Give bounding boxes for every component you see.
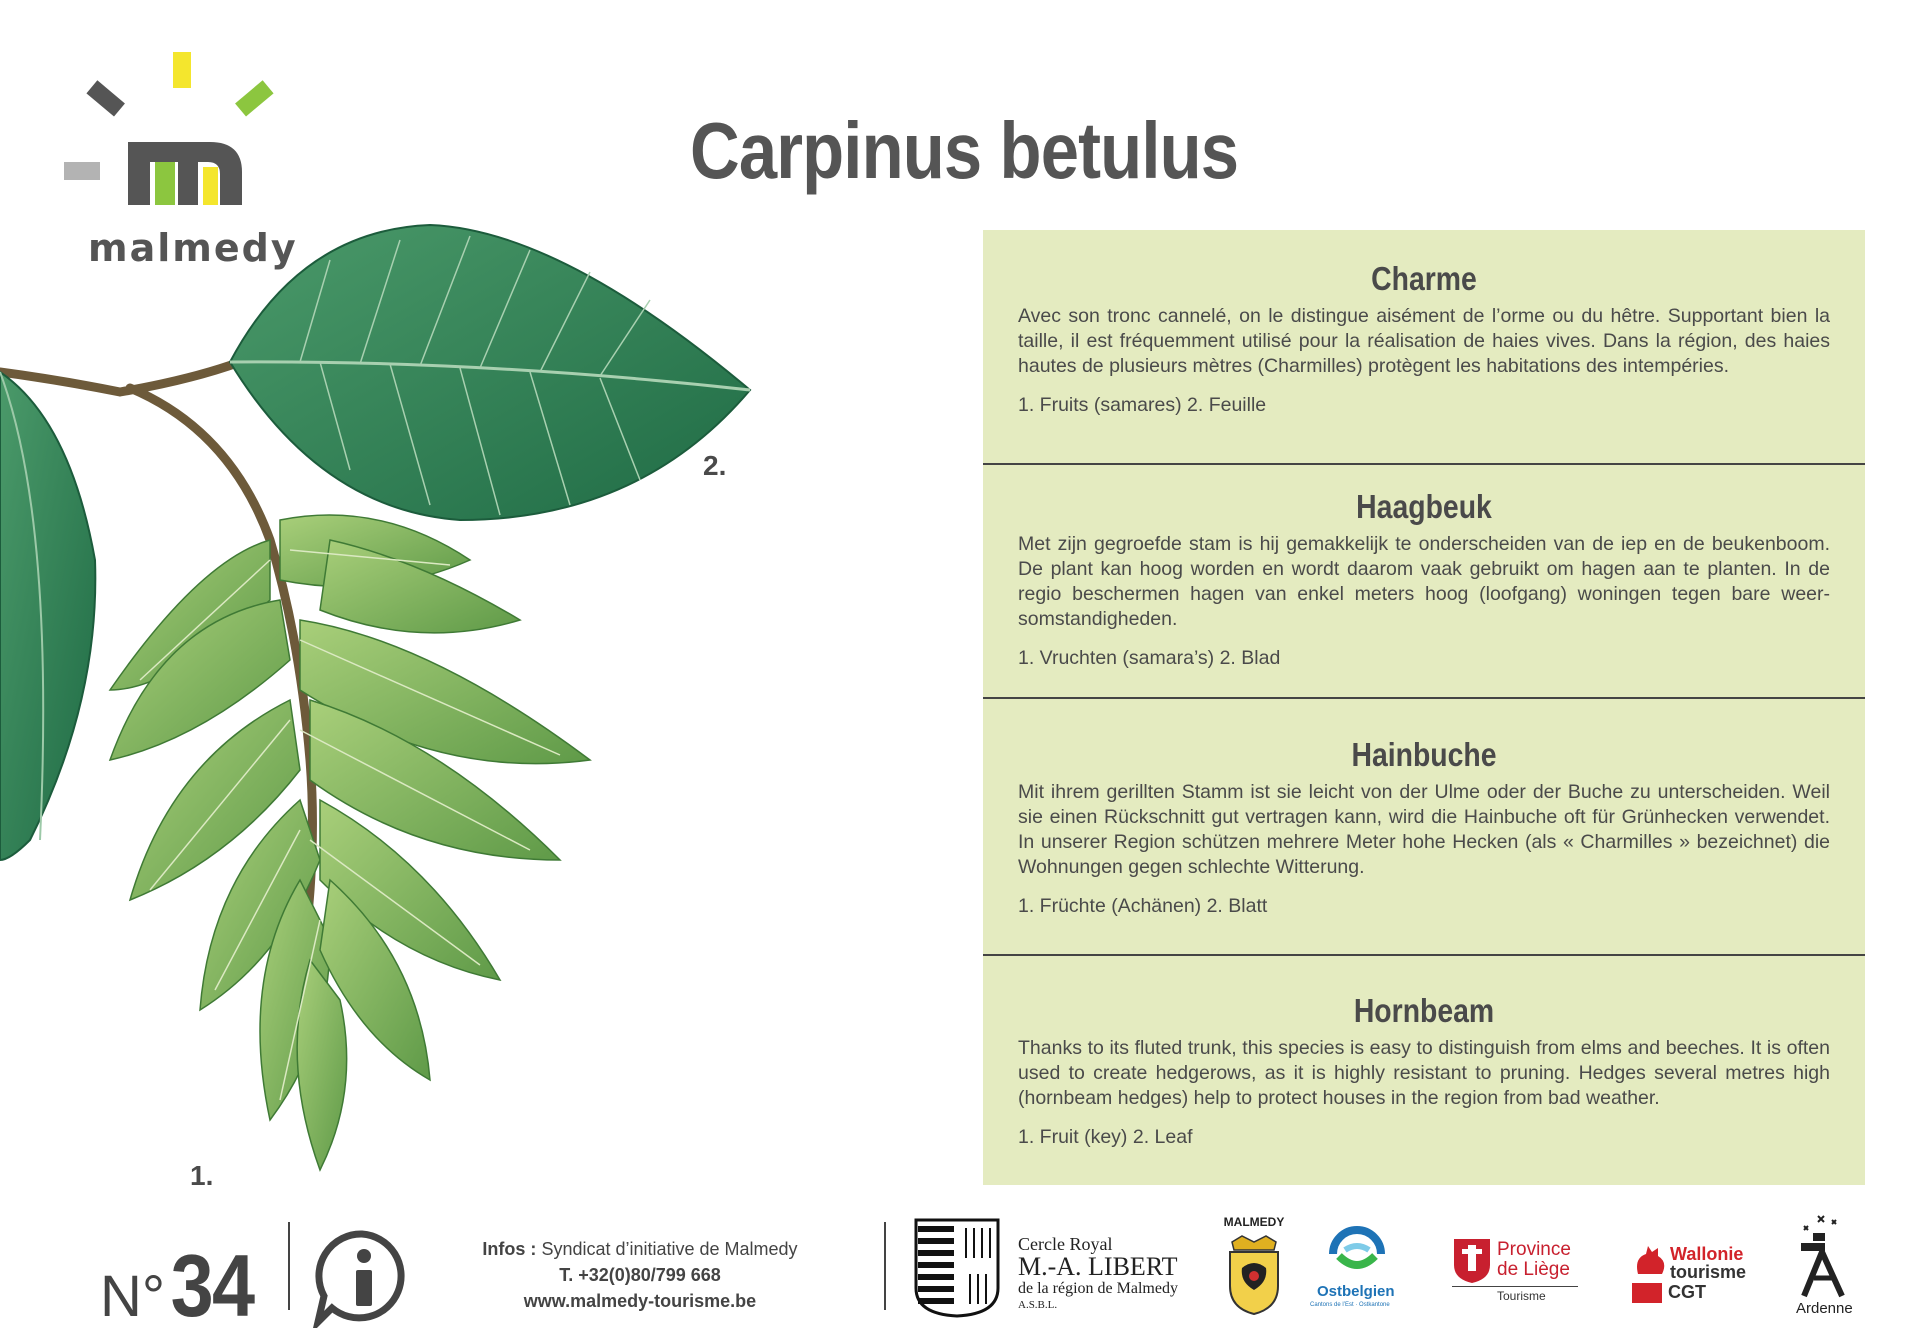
- ostbelgien-logo-icon: [1325, 1224, 1389, 1284]
- libert-crest-icon: [914, 1218, 1000, 1318]
- liege-logo-icon: [1452, 1237, 1492, 1285]
- section-heading: Haagbeuk: [1356, 488, 1492, 525]
- description-panel: [983, 230, 1865, 1185]
- leaf-label: 2.: [703, 450, 727, 481]
- ostbelgien-name: Ostbelgien: [1317, 1283, 1395, 1300]
- infos-org: Syndicat d’initiative de Malmedy: [541, 1239, 798, 1259]
- malmedy-wordmark: malmedy: [88, 226, 298, 270]
- footer-separator: [884, 1222, 886, 1310]
- libert-line1: Cercle Royal: [1018, 1234, 1113, 1254]
- number-prefix: N°: [100, 1264, 166, 1329]
- malmedy-crest-icon: [1222, 1232, 1286, 1316]
- section-body: Thanks to its fluted trunk, this species is easy to distinguish from elms and beeches. It is often used to create hedgerows, as it is highly resistant to pruning. Hedges several metres high (hornbeam hedges) help to protect houses in the region from bad weather.: [1018, 1037, 1830, 1109]
- ostbelgien-subtitle: Cantons de l’Est · Ostkantone: [1310, 1302, 1390, 1308]
- section-dutch: [983, 488, 1865, 671]
- ardenne-logo-icon: [1796, 1212, 1850, 1298]
- liege-line2: de Liège: [1497, 1259, 1570, 1280]
- section-french: [983, 260, 1865, 418]
- section-body: Mit ihrem gerillten Stamm ist sie leicht von der Ulme oder der Buche zu unterscheiden. Weil sie einen Rückschnitt gut vertragen kann, wird die Hainbuche oft für Grünhecken verwendet. In unserer Region schützen mehrere Meter hohe Hecken (als « Charmilles » bezeichnet) die Wohnungen gegen schlechte Witterung.: [1018, 781, 1830, 878]
- fruit-label: 1.: [190, 1160, 214, 1191]
- section-legend: 1. Fruit (key) 2. Leaf: [1018, 1126, 1193, 1148]
- section-english: [983, 992, 1865, 1150]
- section-heading: Hornbeam: [1353, 992, 1495, 1029]
- malmedy-crest-caption: MALMEDY: [1223, 1215, 1285, 1229]
- cgt-mark: [1632, 1283, 1662, 1303]
- libert-line3: de la région de Malmedy: [1018, 1280, 1178, 1297]
- section-divider: [983, 954, 1865, 956]
- section-legend: 1. Vruchten (samara’s) 2. Blad: [1018, 647, 1281, 669]
- sign-number: [100, 1235, 259, 1337]
- section-german: [983, 736, 1865, 919]
- section-heading: Charme: [1371, 260, 1477, 297]
- wallonie-line2: tourisme: [1670, 1262, 1747, 1282]
- section-heading: Hainbuche: [1351, 736, 1497, 773]
- section-divider: [983, 697, 1865, 699]
- phone: T. +32(0)80/799 668: [559, 1265, 721, 1285]
- carpinus-illustration: [0, 215, 760, 1195]
- section-body: Avec son tronc cannelé, on le distingue aisément de l’orme ou du hêtre. Supportant bien la taille, il est fréquemment utilisé pour la réalisation de haies vives. Dans la région, des haies hautes de plusieurs mètres (Charmilles) protègent les habitations des intempéries.: [1018, 305, 1830, 377]
- libert-line4: A.S.B.L.: [1018, 1299, 1058, 1311]
- wallonie-rooster-icon: [1632, 1244, 1668, 1278]
- libert-line2: M.-A. LIBERT: [1018, 1252, 1178, 1281]
- infos-label: Infos :: [482, 1239, 537, 1259]
- liege-partner: [1497, 1240, 1571, 1280]
- ardenne-name: Ardenne: [1796, 1300, 1853, 1317]
- section-body: Met zijn gegroefde stam is hij gemakkelijk te onderscheiden van de iep en de beukenboom. De plant kan hoog worden en wordt daarom vaak gebruikt om hagen aan te planten. In de regio beschermen hagen van enkel meters hoog (loofgang) woningen tegen bare weer-somstandigheden.: [1018, 533, 1830, 630]
- website-link[interactable]: www.malmedy-tourisme.be: [523, 1291, 757, 1311]
- malmedy-logo-mark: [60, 50, 290, 225]
- page-title: Carpinus betulus: [690, 106, 1239, 195]
- wallonie-partner: [1670, 1245, 1746, 1281]
- contact-info: [440, 1236, 840, 1314]
- liege-line1: Province: [1497, 1239, 1571, 1260]
- liege-rule: [1452, 1286, 1578, 1287]
- number-value: 34: [170, 1236, 254, 1335]
- wallonie-line1: Wallonie: [1670, 1244, 1744, 1264]
- section-divider: [983, 463, 1865, 465]
- footer-separator: [288, 1222, 290, 1310]
- section-legend: 1. Fruits (samares) 2. Feuille: [1018, 394, 1267, 416]
- section-legend: 1. Früchte (Achänen) 2. Blatt: [1018, 895, 1268, 917]
- cgt-label: CGT: [1668, 1282, 1706, 1302]
- liege-subtitle: Tourisme: [1497, 1289, 1546, 1303]
- libert-partner: [1018, 1234, 1178, 1312]
- info-icon: [312, 1228, 412, 1328]
